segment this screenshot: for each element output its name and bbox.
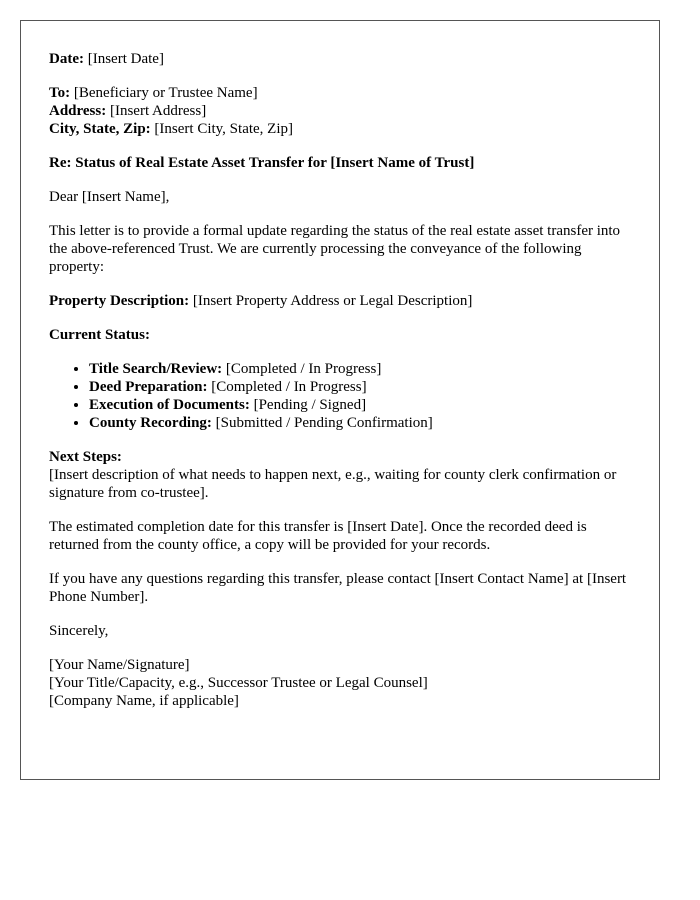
property-label: Property Description: — [49, 293, 190, 309]
recipient-city-line — [49, 120, 631, 138]
intro-paragraph: This letter is to provide a formal update regarding the status of the real estate asset transfer into the above-referenced Trust. We are currently processing the conveyance of the following property: — [49, 223, 621, 275]
status-item-value: [Completed / In Progress] — [207, 379, 367, 395]
subject-line: Re: Status of Real Estate Asset Transfer for [Insert Name of Trust] — [49, 155, 475, 171]
recipient-to-line — [49, 84, 631, 102]
recipient-city-value: [Insert City, State, Zip] — [150, 121, 294, 137]
letter-page — [20, 20, 660, 780]
recipient-to-value: [Beneficiary or Trustee Name] — [70, 85, 258, 101]
status-item-deed-preparation — [89, 378, 631, 396]
closing: Sincerely, — [49, 623, 109, 639]
recipient-city-label: City, State, Zip: — [49, 121, 151, 137]
status-item-county-recording — [89, 414, 631, 432]
completion-paragraph: The estimated completion date for this transfer is [Insert Date]. Once the recorded deed is returned from the county office, a copy will be provided for your records. — [49, 519, 587, 553]
status-item-value: [Pending / Signed] — [249, 397, 367, 413]
recipient-address-label: Address: — [49, 103, 107, 119]
property-value: [Insert Property Address or Legal Description] — [189, 293, 473, 309]
next-steps-block — [49, 448, 631, 502]
status-list — [49, 360, 631, 432]
status-item-execution — [89, 396, 631, 414]
recipient-to-label: To: — [49, 85, 71, 101]
status-item-label: Execution of Documents: — [89, 397, 250, 413]
status-item-value: [Completed / In Progress] — [222, 361, 382, 377]
date-label: Date: — [49, 51, 84, 67]
signature-company: [Company Name, if applicable] — [49, 693, 239, 709]
status-item-label: Title Search/Review: — [89, 361, 223, 377]
status-item-label: County Recording: — [89, 415, 212, 431]
signature-title: [Your Title/Capacity, e.g., Successor Trustee or Legal Counsel] — [49, 675, 428, 691]
signature-block — [49, 656, 631, 710]
next-steps-text: [Insert description of what needs to happen next, e.g., waiting for county clerk confirmation or signature from co-trustee]. — [49, 467, 617, 501]
recipient-address-value: [Insert Address] — [106, 103, 207, 119]
status-item-label: Deed Preparation: — [89, 379, 208, 395]
salutation: Dear [Insert Name], — [49, 189, 170, 205]
status-item-title-search — [89, 360, 631, 378]
current-status-heading: Current Status: — [49, 327, 150, 343]
recipient-block — [49, 84, 631, 138]
next-steps-heading: Next Steps: — [49, 449, 122, 465]
date-value: [Insert Date] — [83, 51, 164, 67]
contact-paragraph: If you have any questions regarding this transfer, please contact [Insert Contact Name] at [Insert Phone Number]. — [49, 571, 627, 605]
signature-name: [Your Name/Signature] — [49, 657, 190, 673]
status-item-value: [Submitted / Pending Confirmation] — [211, 415, 433, 431]
recipient-address-line — [49, 102, 631, 120]
property-description — [49, 292, 631, 310]
date-line — [49, 50, 631, 68]
